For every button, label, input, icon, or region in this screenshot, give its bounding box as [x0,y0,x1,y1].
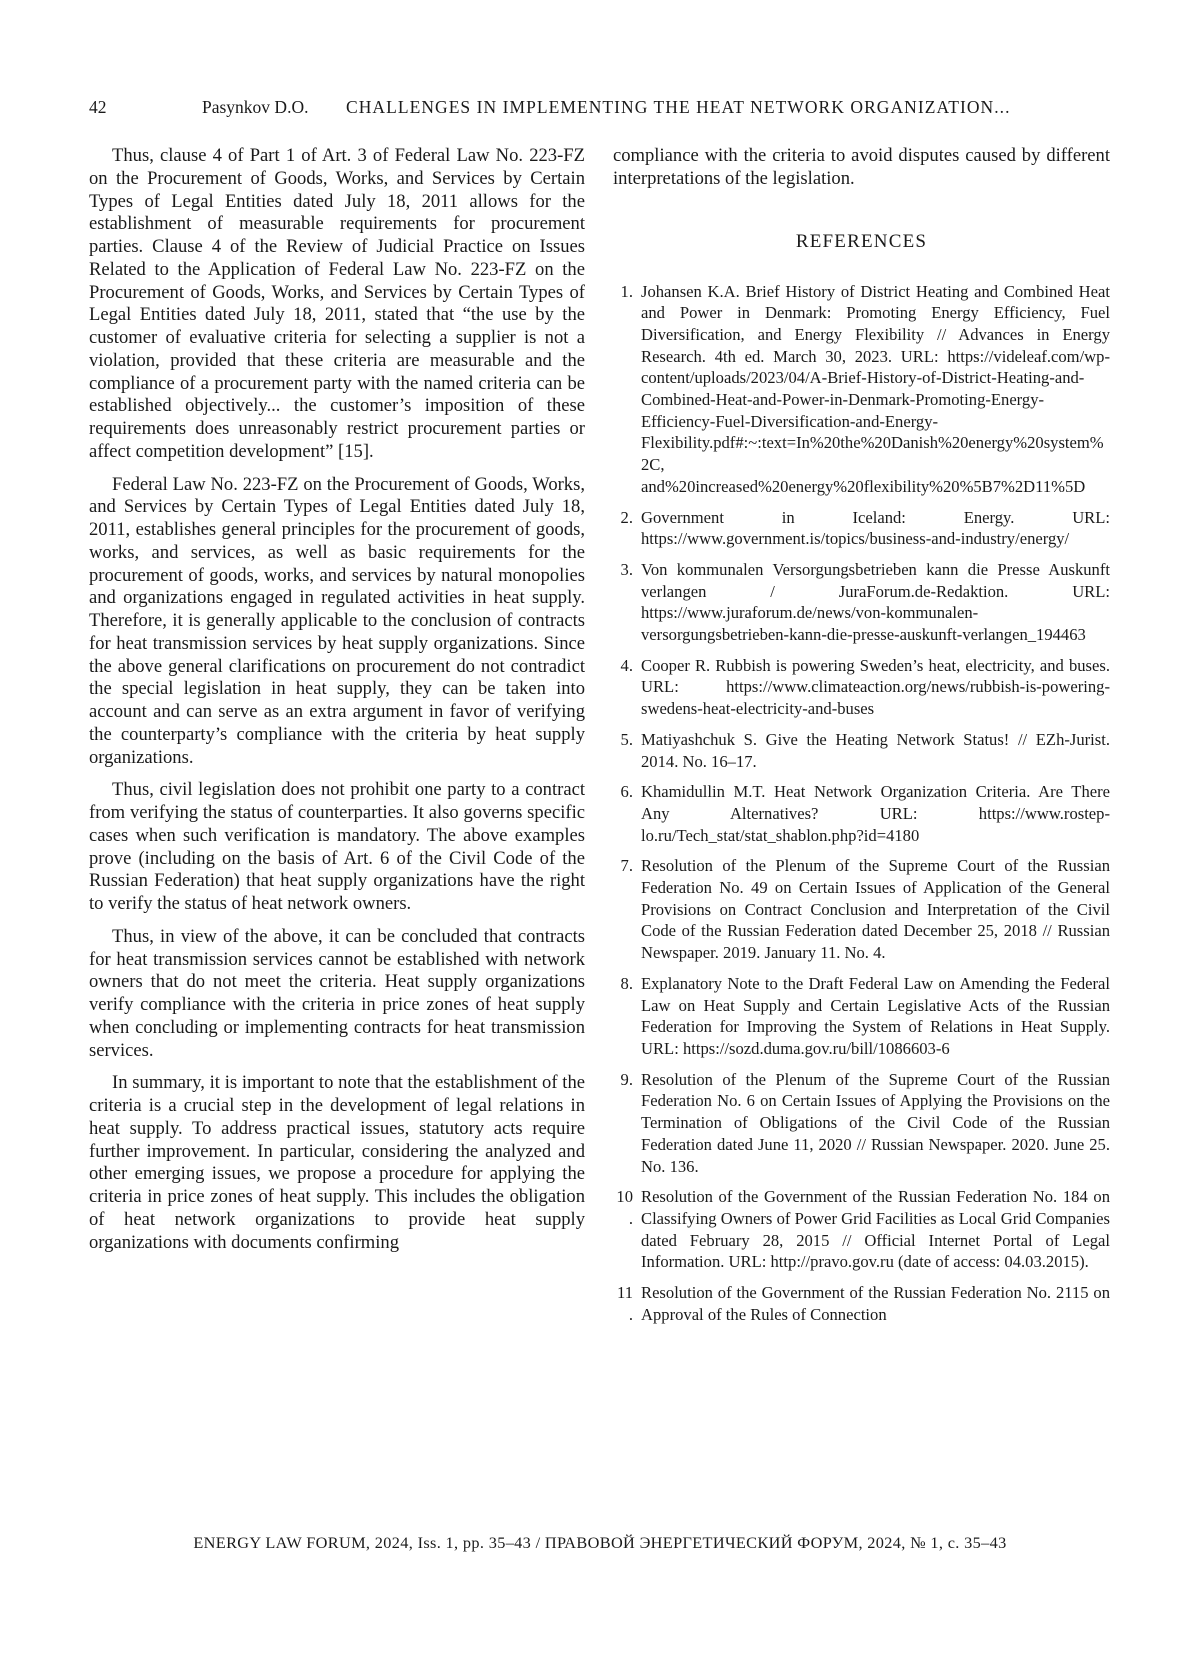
reference-text: Government in Iceland: Energy. URL: https://www.government.is/topics/business-and-industry/energy/ [641,507,1110,549]
reference-text: Resolution of the Government of the Russian Federation No. 2115 on Approval of the Rules of Connection [641,1283,1110,1324]
reference-item [613,1069,1110,1178]
page-number: 42 [89,97,107,117]
reference-text: Johansen K.A. Brief History of District Heating and Combined Heat and Power in Denmark: Promoting Energy Efficiency, Fuel Diversification, and Energy Flexibility // Advances in Energy Research. 4th ed. March 30, 2023. URL: https://videleaf.com/wp-content/uploads/2023/04/A-Brief-History-of-District-Heating-and-Combined-Heat-and-Power-in-Denmark-Promoting-Energy-Efficiency-Fuel-Diversification-and-Energy-Flexibility.pdf#:~:text=In%20the%20Danish%20energy%20system%2C, and%20increased%20energy%20flexibility%20%5B7%2D11%5D [641,281,1110,496]
reference-number: 4. [620,655,633,675]
body-paragraph: Thus, civil legislation does not prohibit one party to a contract from verifying the status of counterparties. It also governs specific cases when such verification is mandatory. The above examples prove (including on the basis of Art. 6 of the Civil Code of the Russian Federation) that heat supply organizations have the right to verify the status of heat network owners. [89,779,585,914]
reference-text: Resolution of the Government of the Russian Federation No. 184 on Classifying Owners of Power Grid Facilities as Local Grid Companies dated February 28, 2015 // Official Internet Portal of Legal Information. URL: http://pravo.gov.ru (date of access: 04.03.2015). [641,1187,1110,1272]
continued-paragraph: compliance with the criteria to avoid disputes caused by different interpretations of the legislation. [613,145,1110,189]
reference-item [613,507,1110,550]
reference-number: 9. [620,1069,633,1089]
body-paragraph: Thus, in view of the above, it can be concluded that contracts for heat transmission services cannot be established with network owners that do not meet the criteria. Heat supply organizations verify compliance with the criteria in price zones of heat supply when concluding or implementing contracts for heat transmission services. [89,925,585,1061]
body-paragraph: In summary, it is important to note that the establishment of the criteria is a crucial step in the development of legal relations in heat supply. To address practical issues, statutory acts require further improvement. In particular, considering the analyzed and other emerging issues, we propose a procedure for applying the criteria in price zones of heat supply. This includes the obligation of heat network organizations to provide heat supply organizations with documents confirming [89,1072,585,1253]
reference-item [613,781,1110,846]
reference-number: 5. [620,729,633,749]
reference-text: Cooper R. Rubbish is powering Sweden’s heat, electricity, and buses. URL: https://www.climateaction.org/news/rubbish-is-powering-swedens-heat-electricity-and-buses [641,655,1110,719]
reference-number: 3. [620,559,633,579]
reference-text: Resolution of the Plenum of the Supreme Court of the Russian Federation No. 6 on Certain Issues of Applying the Provisions on the Termination of Obligations of the Civil Code of the Russian Federation dated June 11, 2020 // Russian Newspaper. 2020. June 25. No. 136. [641,1069,1110,1176]
reference-number: 10. [616,1187,633,1228]
reference-number: 8. [620,973,633,993]
reference-number: 2. [620,507,633,527]
reference-number: 11. [617,1283,633,1324]
reference-number: 7. [620,856,633,876]
journal-footer: ENERGY LAW FORUM, 2024, Iss. 1, pp. 35–43 / ПРАВОВОЙ ЭНЕРГЕТИЧЕСКИЙ ФОРУМ, 2024, № 1, с. 35–43 [193,1533,1007,1552]
reference-item [613,655,1110,720]
body-paragraph: Federal Law No. 223-FZ on the Procurement of Goods, Works, and Services by Certain Types of Legal Entities dated July 18, 2011, establishes general principles for the procurement of goods, works, and services, as well as basic requirements for the procurement of goods, works, and services by natural monopolies and organizations engaged in regulated activities in heat supply. Therefore, it is generally applicable to the conclusion of contracts for heat transmission services by heat supply organizations. Since the above general clarifications on procurement do not contradict the special legislation in heat supply, they can be taken into account and can serve as an extra argument in favor of verifying the counterparty’s compliance with the criteria by heat supply organizations. [89,473,585,768]
reference-item [613,1186,1110,1273]
right-column [613,145,1110,1334]
reference-text: Khamidullin M.T. Heat Network Organization Criteria. Are There Any Alternatives? URL: https://www.rostep-lo.ru/Tech_stat/stat_shablon.php?id=4180 [641,782,1110,845]
left-column [89,145,585,1264]
reference-item [613,559,1110,646]
reference-item [613,1282,1110,1325]
reference-list [613,281,1110,1326]
reference-text: Von kommunalen Versorgungsbetrieben kann die Presse Auskunft verlangen / JuraForum.de-Redaktion. URL: https://www.juraforum.de/news/von-kommunalen-versorgungsbetrieben-kann-die-presse-auskunft-verlangen_194463 [641,559,1110,645]
running-author: Pasynkov D.O. [202,97,309,117]
reference-text: Matiyashchuk S. Give the Heating Network Status! // EZh-Jurist. 2014. No. 16–17. [641,729,1110,771]
reference-item [613,973,1110,1060]
reference-number: 1. [620,281,633,301]
reference-item [613,855,1110,964]
references-heading: REFERENCES [795,230,928,252]
reference-item [613,281,1110,498]
reference-text: Explanatory Note to the Draft Federal Law on Amending the Federal Law on Heat Supply and Certain Legislative Acts of the Russian Federation for Improving the System of Relations in Heat Supply. URL: https://sozd.duma.gov.ru/bill/1086603-6 [641,973,1110,1058]
running-title: CHALLENGES IN IMPLEMENTING THE HEAT NETWORK ORGANIZATION... [346,97,1011,117]
reference-text: Resolution of the Plenum of the Supreme Court of the Russian Federation No. 49 on Certain Issues of Application of the General Provisions on Contract Conclusion and Interpretation of the Civil Code of the Russian Federation dated December 25, 2018 // Russian Newspaper. 2019. January 11. No. 4. [641,856,1110,963]
body-paragraph: Thus, clause 4 of Part 1 of Art. 3 of Federal Law No. 223-FZ on the Procurement of Goods, Works, and Services by Certain Types of Legal Entities dated July 18, 2011 allows for the establishment of measurable requirements for procurement parties. Clause 4 of the Review of Judicial Practice on Issues Related to the Application of Federal Law No. 223-FZ on the Procurement of Goods, Works, and Services by Certain Types of Legal Entities dated July 18, 2011, stated that “the use by the customer of evaluative criteria for selecting a supplier is not a violation, provided that these criteria are measurable and the compliance of a procurement party with the named criteria can be established objectively... the customer’s imposition of these requirements does unreasonably restrict procurement parties or affect competition development” [15]. [89,145,585,462]
reference-item [613,729,1110,772]
reference-number: 6. [620,782,633,802]
